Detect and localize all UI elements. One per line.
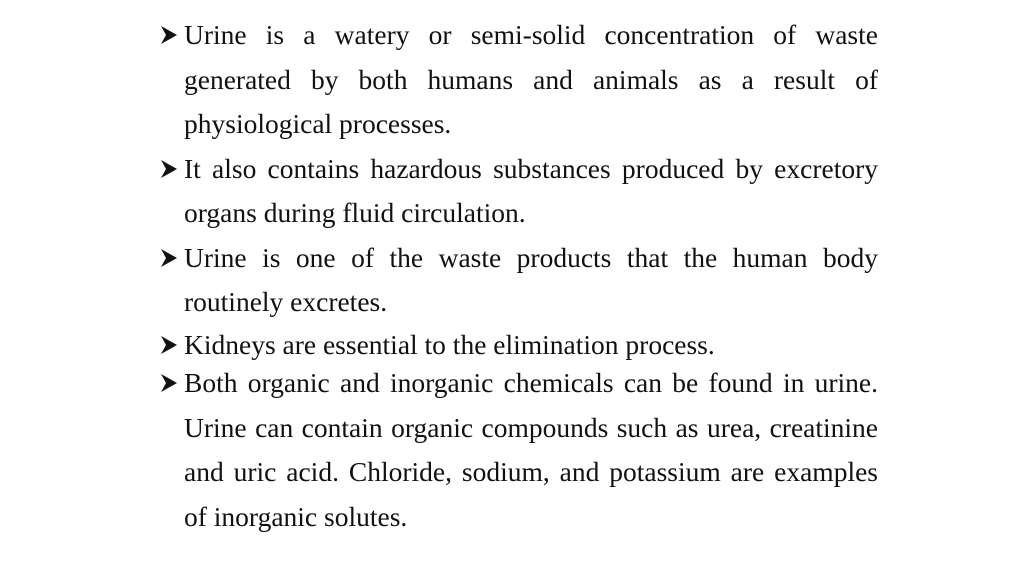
arrowhead-bullet-icon bbox=[160, 248, 178, 268]
arrowhead-bullet-icon bbox=[160, 159, 178, 179]
arrowhead-bullet-icon bbox=[160, 25, 178, 45]
bullet-list bbox=[160, 13, 878, 539]
bullet-text: It also contains hazardous substances produced by excretory organs during fluid circulation. bbox=[184, 152, 878, 228]
bullet-text: Urine is a watery or semi-solid concentration of waste generated by both humans and animals as a result of physiological processes. bbox=[184, 19, 878, 139]
bullet-item bbox=[160, 236, 878, 325]
bullet-text: Both organic and inorganic chemicals can be found in urine. Urine can contain organic compounds such as urea, creatinine and uric acid. Chloride, sodium, and potassium are examples of inorganic solutes. bbox=[184, 367, 878, 532]
arrowhead-bullet-icon bbox=[160, 373, 178, 393]
arrowhead-bullet-icon bbox=[160, 335, 178, 355]
bullet-item bbox=[160, 13, 878, 147]
bullet-text: Kidneys are essential to the elimination process. bbox=[184, 328, 715, 360]
bullet-item bbox=[160, 147, 878, 236]
bullet-text: Urine is one of the waste products that the human body routinely excretes. bbox=[184, 241, 878, 317]
bullet-item bbox=[160, 361, 878, 539]
